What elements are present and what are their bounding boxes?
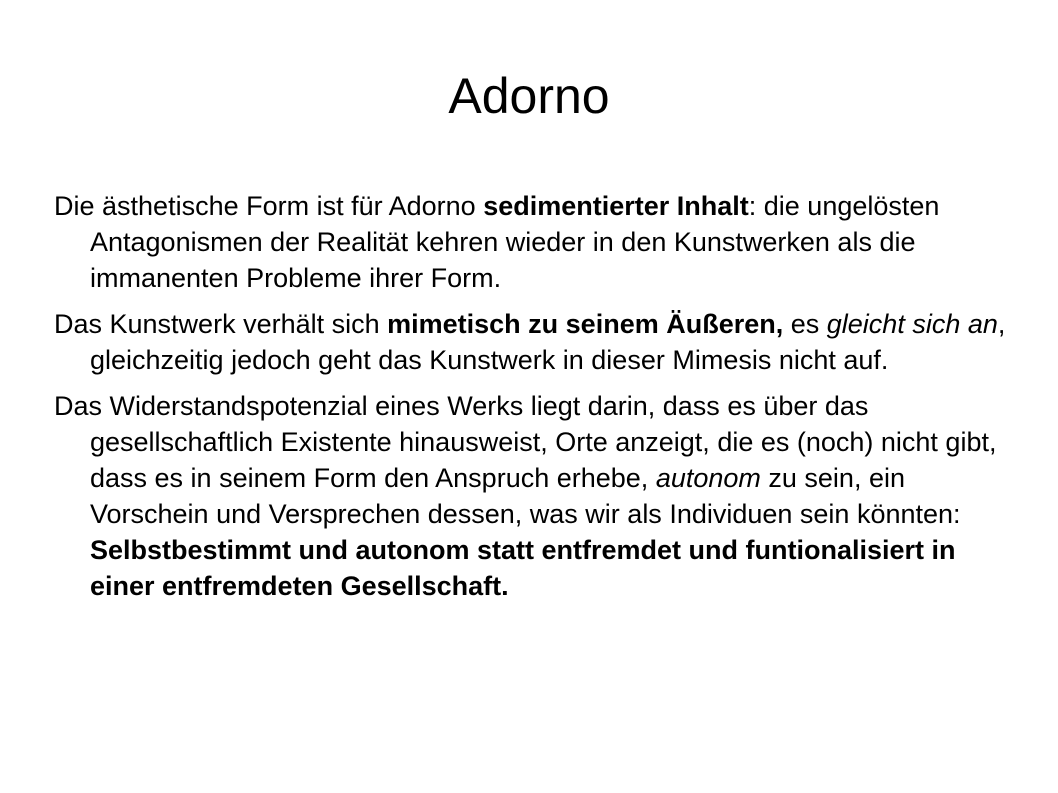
- emphasis-italic: autonom: [655, 463, 761, 493]
- text-run: zu sein, ein Vorschein und Versprechen dessen, was wir als Individuen sein könnten:: [90, 463, 961, 529]
- paragraph-form: [54, 188, 1024, 296]
- text-run: Das Widerstandspotenzial eines Werks liegt darin, dass es über das gesellschaftlich Existente hinausweist, Orte anzeigt, die es (noch) nicht gibt, dass es in seinem Form den Anspruch erhebe,: [54, 391, 997, 493]
- emphasis-bold: Selbstbestimmt und autonom statt entfremdet und funtionalisiert in einer entfremdeten Gesellschaft.: [90, 535, 956, 601]
- emphasis-bold: mimetisch zu seinem Äußeren,: [387, 309, 784, 339]
- paragraph-mimesis: [54, 306, 1024, 378]
- text-run: Die ästhetische Form ist für Adorno: [54, 191, 484, 221]
- text-run: , gleichzeitig jedoch geht das Kunstwerk in dieser Mimesis nicht auf.: [90, 309, 1006, 375]
- text-run: Das Kunstwerk verhält sich: [54, 309, 388, 339]
- text-run: es: [783, 309, 827, 339]
- emphasis-italic: gleicht sich an: [826, 309, 998, 339]
- emphasis-bold: sedimentierter Inhalt: [483, 191, 749, 221]
- slide-body: [54, 188, 1024, 614]
- slide-title: Adorno: [448, 68, 610, 124]
- paragraph-resistance: [54, 388, 1024, 604]
- text-run: : die ungelösten Antagonismen der Realität kehren wieder in den Kunstwerken als die immanenten Probleme ihrer Form.: [90, 191, 940, 293]
